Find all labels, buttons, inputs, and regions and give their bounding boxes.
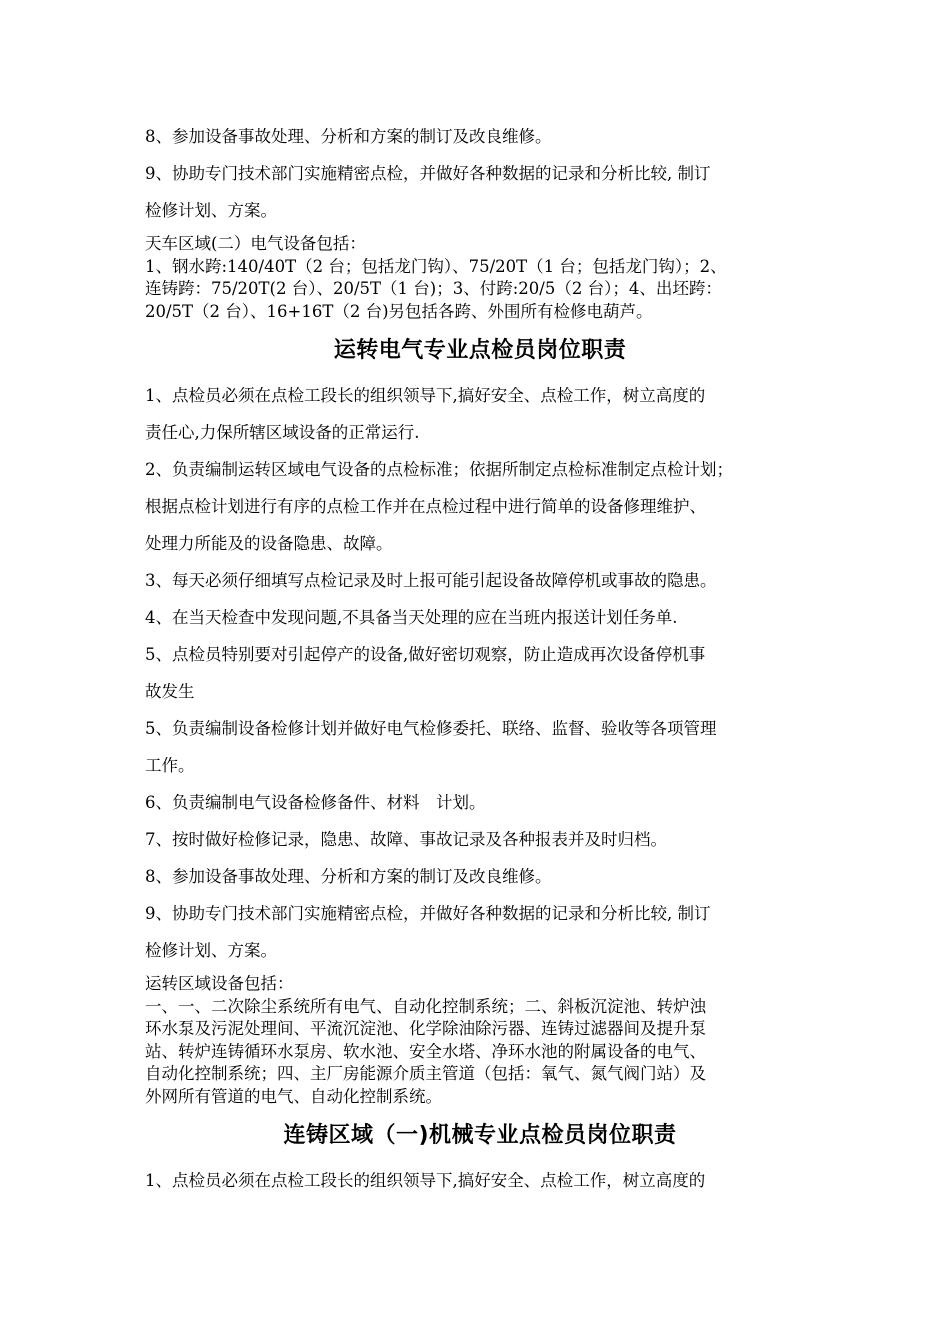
duty-item: 责任心,力保所辖区域设备的正常运行. xyxy=(145,423,420,442)
section-2 xyxy=(145,331,815,1108)
document-page xyxy=(145,118,815,1199)
duty-item: 6、负责编制电气设备检修备件、材料 计划。 xyxy=(145,793,486,812)
equipment-scope xyxy=(145,973,815,1108)
scope-line: 自动化控制系统；四、主厂房能源介质主管道（包括：氧气、氮气阀门站）及 xyxy=(145,1064,706,1083)
duty-item: 根据点检计划进行有序的点检工作并在点检过程中进行简单的设备修理维护、 xyxy=(145,497,706,516)
duty-item: 8、参加设备事故处理、分析和方案的制订及改良维修。 xyxy=(145,127,552,146)
duty-item: 8、参加设备事故处理、分析和方案的制订及改良维修。 xyxy=(145,867,552,886)
scope-line: 站、转炉连铸循环水泵房、软水池、安全水塔、净环水池的附属设备的电气、 xyxy=(145,1041,706,1061)
duty-item: 9、协助专门技术部门实施精密点检，并做好各种数据的记录和分析比较, 制订 xyxy=(145,904,711,923)
duty-item: 故发生 xyxy=(145,682,195,701)
scope-line: 一、一、二次除尘系统所有电气、自动化控制系统；二、斜板沉淀池、转炉浊 xyxy=(145,996,706,1016)
duty-item: 处理力所能及的设备隐患、故障。 xyxy=(145,534,393,553)
scope-line: 1、钢水跨:140/40T（2 台；包括龙门钩）、75/20T（1 台；包括龙门钩）；2、 xyxy=(145,256,727,276)
section-1 xyxy=(145,118,815,323)
section-title: 运转电气专业点检员岗位职责 xyxy=(333,338,627,363)
duty-item: 1、点检员必须在点检工段长的组织领导下,搞好安全、点检工作，树立高度的 xyxy=(145,386,706,405)
duty-item: 检修计划、方案。 xyxy=(145,201,277,220)
duty-item: 4、在当天检查中发现问题,不具备当天处理的应在当班内报送计划任务单. xyxy=(145,608,678,627)
scope-line: 环水泵及污泥处理间、平流沉淀池、化学除油除污器、连铸过滤器间及提升泵 xyxy=(145,1019,706,1038)
scope-line: 外网所有管道的电气、自动化控制系统。 xyxy=(145,1086,442,1106)
duty-item: 检修计划、方案。 xyxy=(145,941,277,960)
scope-title: 天车区域(二）电气设备包括： xyxy=(145,234,366,253)
duty-item: 5、负责编制设备检修计划并做好电气检修委托、联络、监督、验收等各项管理 xyxy=(145,719,717,738)
section-title: 连铸区域（一)机械专业点检员岗位职责 xyxy=(283,1123,677,1148)
duty-item: 3、每天必须仔细填写点检记录及时上报可能引起设备故障停机或事故的隐患。 xyxy=(145,571,717,590)
section-3 xyxy=(145,1116,815,1199)
scope-title: 运转区域设备包括： xyxy=(145,974,294,993)
duty-item: 7、按时做好检修记录，隐患、故障、事故记录及各种报表并及时归档。 xyxy=(145,830,667,849)
scope-line: 20/5T（2 台）、16+16T（2 台)另包括各跨、外围所有检修电葫芦。 xyxy=(145,301,653,321)
duty-item: 5、点检员特别要对引起停产的设备,做好密切观察，防止造成再次设备停机事 xyxy=(145,645,706,664)
duty-item: 1、点检员必须在点检工段长的组织领导下,搞好安全、点检工作，树立高度的 xyxy=(145,1171,706,1190)
equipment-scope xyxy=(145,233,815,323)
duty-item: 9、协助专门技术部门实施精密点检，并做好各种数据的记录和分析比较, 制订 xyxy=(145,164,711,183)
duty-item: 工作。 xyxy=(145,756,195,775)
scope-line: 连铸跨：75/20T(2 台）、20/5T（1 台)；3、付跨:20/5（2 台）；4、出坯跨： xyxy=(145,279,722,298)
duty-item: 2、负责编制运转区域电气设备的点检标准；依据所制定点检标准制定点检计划； xyxy=(145,460,733,479)
